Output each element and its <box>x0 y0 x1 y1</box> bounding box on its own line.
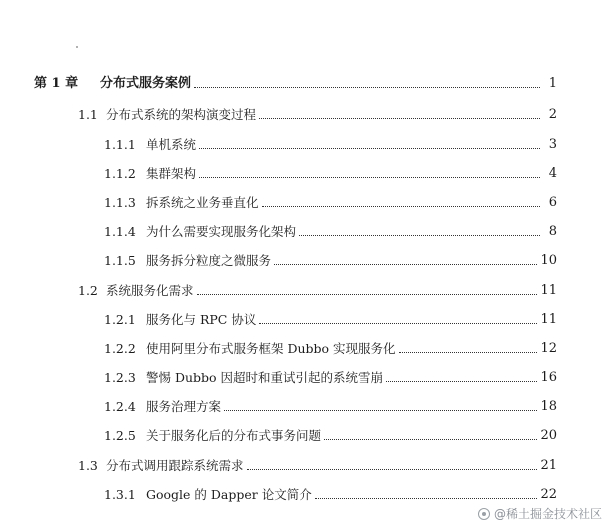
dot-leader <box>262 206 540 207</box>
toc-number: 1.2.2 <box>104 341 136 356</box>
toc-title: Google 的 Dapper 论文简介 <box>146 487 312 502</box>
toc-subsection-1-1-5[interactable] <box>104 247 557 269</box>
dot-leader <box>274 264 537 265</box>
toc-number: 1.2 <box>78 283 98 298</box>
dot-leader <box>194 87 540 88</box>
dot-leader <box>199 177 540 178</box>
dot-leader <box>259 118 540 119</box>
toc-page-number: 21 <box>540 458 557 473</box>
toc-title: 关于服务化后的分布式事务问题 <box>146 428 322 443</box>
dot-leader <box>399 352 538 353</box>
toc-number: 1.2.3 <box>104 370 136 385</box>
toc-page-number: 16 <box>540 370 557 385</box>
toc-subsection-1-1-1[interactable] <box>104 131 557 153</box>
dot-leader <box>324 439 537 440</box>
toc-subsection-1-1-4[interactable] <box>104 218 557 240</box>
toc-section-1-2[interactable] <box>78 277 557 299</box>
toc-title: 为什么需要实现服务化架构 <box>146 224 297 239</box>
toc-number: 1.3.1 <box>104 487 136 502</box>
toc-number: 1.2.5 <box>104 428 136 443</box>
toc-title: 单机系统 <box>146 137 197 152</box>
toc-title: 分布式系统的架构演变过程 <box>106 107 257 122</box>
toc-title: 警惕 Dubbo 因超时和重试引起的系统雪崩 <box>146 370 384 385</box>
dot-leader <box>299 235 540 236</box>
toc-title: 集群架构 <box>146 166 197 181</box>
toc-subsection-1-2-1[interactable] <box>104 306 557 328</box>
toc-page-number: 18 <box>540 399 557 414</box>
toc-page-number: 8 <box>548 224 557 239</box>
toc-subsection-1-1-3[interactable] <box>104 189 557 211</box>
watermark-text: @稀土掘金技术社区 <box>493 507 602 521</box>
scan-speck <box>76 46 78 48</box>
toc-number: 1.1.5 <box>104 253 136 268</box>
watermark <box>478 505 602 522</box>
toc-number: 第 1 章 <box>34 76 79 91</box>
dot-leader <box>259 323 537 324</box>
toc-number: 1.1.3 <box>104 195 136 210</box>
toc-page-number: 3 <box>548 137 557 152</box>
toc-section-1-3[interactable] <box>78 452 557 474</box>
toc-title: 分布式调用跟踪系统需求 <box>106 458 244 473</box>
toc-title: 分布式服务案例 <box>100 76 192 91</box>
toc-chapter-1[interactable] <box>34 70 557 92</box>
toc-page-number: 6 <box>548 195 557 210</box>
toc-number: 1.2.4 <box>104 399 136 414</box>
dot-leader <box>247 469 538 470</box>
toc-page-number: 2 <box>548 107 557 122</box>
toc-title: 系统服务化需求 <box>106 283 194 298</box>
toc-subsection-1-2-2[interactable] <box>104 335 557 357</box>
toc-number: 1.1 <box>78 107 98 122</box>
toc-subsection-1-2-3[interactable] <box>104 364 557 386</box>
toc-number: 1.3 <box>78 458 98 473</box>
toc-number: 1.1.4 <box>104 224 136 239</box>
toc-page-number: 12 <box>540 341 557 356</box>
toc-subsection-1-1-2[interactable] <box>104 160 557 182</box>
toc-page-number: 11 <box>540 312 557 327</box>
toc-title: 服务化与 RPC 协议 <box>146 312 257 327</box>
dot-leader <box>199 148 540 149</box>
toc-subsection-1-3-1[interactable] <box>104 481 557 503</box>
toc-subsection-1-2-5[interactable] <box>104 422 557 444</box>
toc-title: 使用阿里分布式服务框架 Dubbo 实现服务化 <box>146 341 396 356</box>
dot-leader <box>197 294 538 295</box>
dot-leader <box>224 410 537 411</box>
toc-page-number: 20 <box>540 428 557 443</box>
toc-page-number: 4 <box>548 166 557 181</box>
toc-page-number: 1 <box>548 76 557 91</box>
toc-page-number: 10 <box>540 253 557 268</box>
circle-logo-icon <box>478 508 490 520</box>
toc-number: 1.1.1 <box>104 137 136 152</box>
toc-title: 服务拆分粒度之微服务 <box>146 253 272 268</box>
dot-leader <box>386 381 537 382</box>
dot-leader <box>315 498 538 499</box>
toc-section-1-1[interactable] <box>78 101 557 123</box>
toc-title: 拆系统之业务垂直化 <box>146 195 259 210</box>
toc-number: 1.1.2 <box>104 166 136 181</box>
toc-page-number: 22 <box>540 487 557 502</box>
toc-page-number: 11 <box>540 283 557 298</box>
toc-subsection-1-2-4[interactable] <box>104 393 557 415</box>
toc-number: 1.2.1 <box>104 312 136 327</box>
toc-title: 服务治理方案 <box>146 399 222 414</box>
